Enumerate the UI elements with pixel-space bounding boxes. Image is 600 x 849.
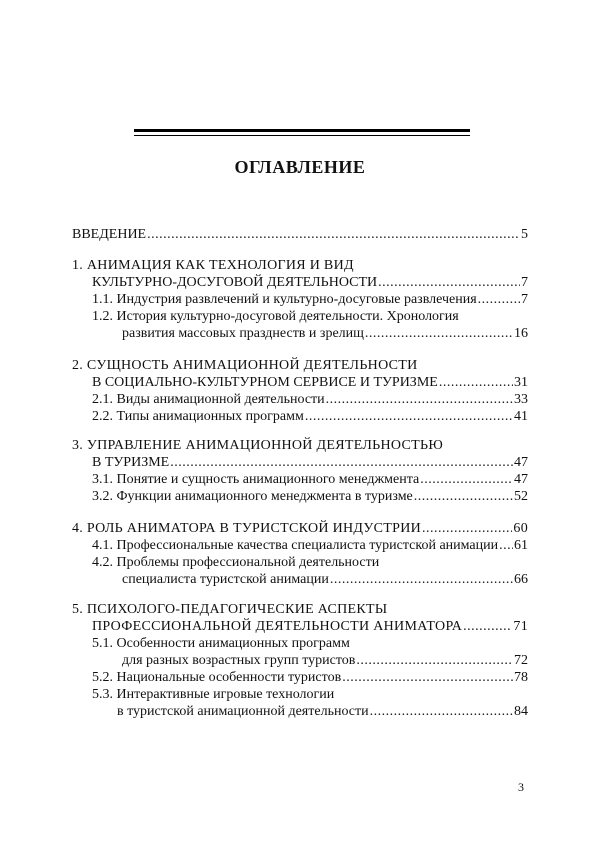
toc-page-number: 16 [514, 326, 528, 341]
toc-entry-text: ПРОФЕССИОНАЛЬНОЙ ДЕЯТЕЛЬНОСТИ АНИМАТОРА [92, 619, 463, 634]
toc-section-5-2[interactable] [92, 669, 528, 687]
toc-entry-intro[interactable] [72, 226, 528, 244]
toc-entry-text: 2.1. Виды анимационной деятельности [92, 392, 325, 407]
toc-section-5-3-line1[interactable]: 5.3. Интерактивные игровые технологии [92, 687, 335, 702]
toc-page-number: 7 [521, 292, 528, 307]
toc-entry-text: В ТУРИЗМЕ [92, 455, 170, 470]
toc-leader-dots [365, 325, 513, 343]
toc-entry-text: 1.1. Индустрия развлечений и культурно-досуговые развлечения [92, 292, 477, 307]
toc-page-number: 60 [513, 521, 528, 536]
toc-chapter-3-line1[interactable]: 3. УПРАВЛЕНИЕ АНИМАЦИОННОЙ ДЕЯТЕЛЬНОСТЬЮ [72, 438, 444, 453]
toc-leader-dots [422, 520, 512, 538]
toc-page-number: 78 [514, 670, 528, 685]
toc-leader-dots [356, 652, 513, 670]
toc-entry-text: 3.2. Функции анимационного менеджмента в туризме [92, 489, 413, 504]
toc-page-number: 52 [514, 489, 528, 504]
toc-chapter-1-line1[interactable]: 1. АНИМАЦИЯ КАК ТЕХНОЛОГИЯ И ВИД [72, 258, 354, 273]
toc-chapter-5[interactable] [92, 618, 528, 636]
toc-entry-text: в туристской анимационной деятельности [117, 704, 369, 719]
toc-page-number: 5 [521, 227, 528, 242]
toc-section-4-2[interactable] [122, 571, 528, 589]
toc-section-1-1[interactable] [92, 291, 528, 309]
toc-chapter-2-line1[interactable]: 2. СУЩНОСТЬ АНИМАЦИОННОЙ ДЕЯТЕЛЬНОСТИ [72, 358, 418, 373]
toc-entry-text: для разных возрастных групп туристов [122, 653, 356, 668]
toc-page-number: 7 [521, 275, 528, 290]
toc-entry-text: КУЛЬТУРНО-ДОСУГОВОЙ ДЕЯТЕЛЬНОСТИ [92, 275, 378, 290]
toc-leader-dots [147, 226, 520, 244]
toc-section-1-2[interactable] [122, 325, 528, 343]
toc-page-number: 84 [514, 704, 528, 719]
toc-page-number: 47 [514, 472, 528, 487]
toc-section-4-2-line1[interactable]: 4.2. Проблемы профессиональной деятельности [92, 555, 380, 570]
toc-leader-dots [463, 618, 512, 636]
toc-leader-dots [342, 669, 513, 687]
toc-section-4-1[interactable] [92, 537, 528, 555]
toc-chapter-3[interactable] [92, 454, 528, 472]
toc-entry-text: развития массовых празднеств и зрелищ [122, 326, 364, 341]
toc-leader-dots [420, 471, 513, 489]
toc-section-5-1-line1[interactable]: 5.1. Особенности анимационных программ [92, 636, 350, 651]
toc-entry-text: специалиста туристской анимации [122, 572, 329, 587]
page-title: ОГЛАВЛЕНИЕ [234, 157, 366, 177]
toc-leader-dots [414, 488, 513, 506]
toc-page-number: 41 [514, 409, 528, 424]
toc-entry-text: 5.2. Национальные особенности туристов [92, 670, 342, 685]
toc-leader-dots [170, 454, 513, 472]
toc-entry-text: 4.1. Профессиональные качества специалиста туристской анимации [92, 538, 499, 553]
toc-chapter-2[interactable] [92, 374, 528, 392]
toc-leader-dots [330, 571, 513, 589]
toc-chapter-4[interactable] [72, 520, 528, 538]
toc-leader-dots [378, 274, 520, 292]
toc-entry-text: 4. РОЛЬ АНИМАТОРА В ТУРИСТСКОЙ ИНДУСТРИИ [72, 521, 422, 536]
toc-chapter-5-line1[interactable]: 5. ПСИХОЛОГО-ПЕДАГОГИЧЕСКИЕ АСПЕКТЫ [72, 602, 388, 617]
toc-section-1-2-line1[interactable]: 1.2. История культурно-досуговой деятельности. Хронология [92, 309, 459, 324]
toc-page-number: 47 [514, 455, 528, 470]
toc-section-5-1[interactable] [122, 652, 528, 670]
toc-entry-text: В СОЦИАЛЬНО-КУЛЬТУРНОМ СЕРВИСЕ И ТУРИЗМЕ [92, 375, 438, 390]
toc-entry-text: ВВЕДЕНИЕ [72, 227, 147, 242]
toc-page-number: 71 [513, 619, 528, 634]
toc-section-3-2[interactable] [92, 488, 528, 506]
toc-chapter-1[interactable] [92, 274, 528, 292]
toc-leader-dots [326, 391, 513, 409]
toc-page-number: 33 [514, 392, 528, 407]
toc-entry-text: 2.2. Типы анимационных программ [92, 409, 304, 424]
toc-section-2-2[interactable] [92, 408, 528, 426]
toc-page-number: 72 [514, 653, 528, 668]
toc-leader-dots [305, 408, 513, 426]
toc-page-number: 66 [514, 572, 528, 587]
toc-leader-dots [499, 537, 513, 555]
toc-leader-dots [370, 703, 513, 721]
toc-section-3-1[interactable] [92, 471, 528, 489]
toc-leader-dots [439, 374, 513, 392]
page-number: 3 [518, 780, 524, 794]
toc-page-number: 31 [514, 375, 528, 390]
toc-section-5-3[interactable] [117, 703, 528, 721]
toc-entry-text: 3.1. Понятие и сущность анимационного менеджмента [92, 472, 420, 487]
toc-section-2-1[interactable] [92, 391, 528, 409]
toc-page-number: 61 [514, 538, 528, 553]
toc-leader-dots [478, 291, 520, 309]
